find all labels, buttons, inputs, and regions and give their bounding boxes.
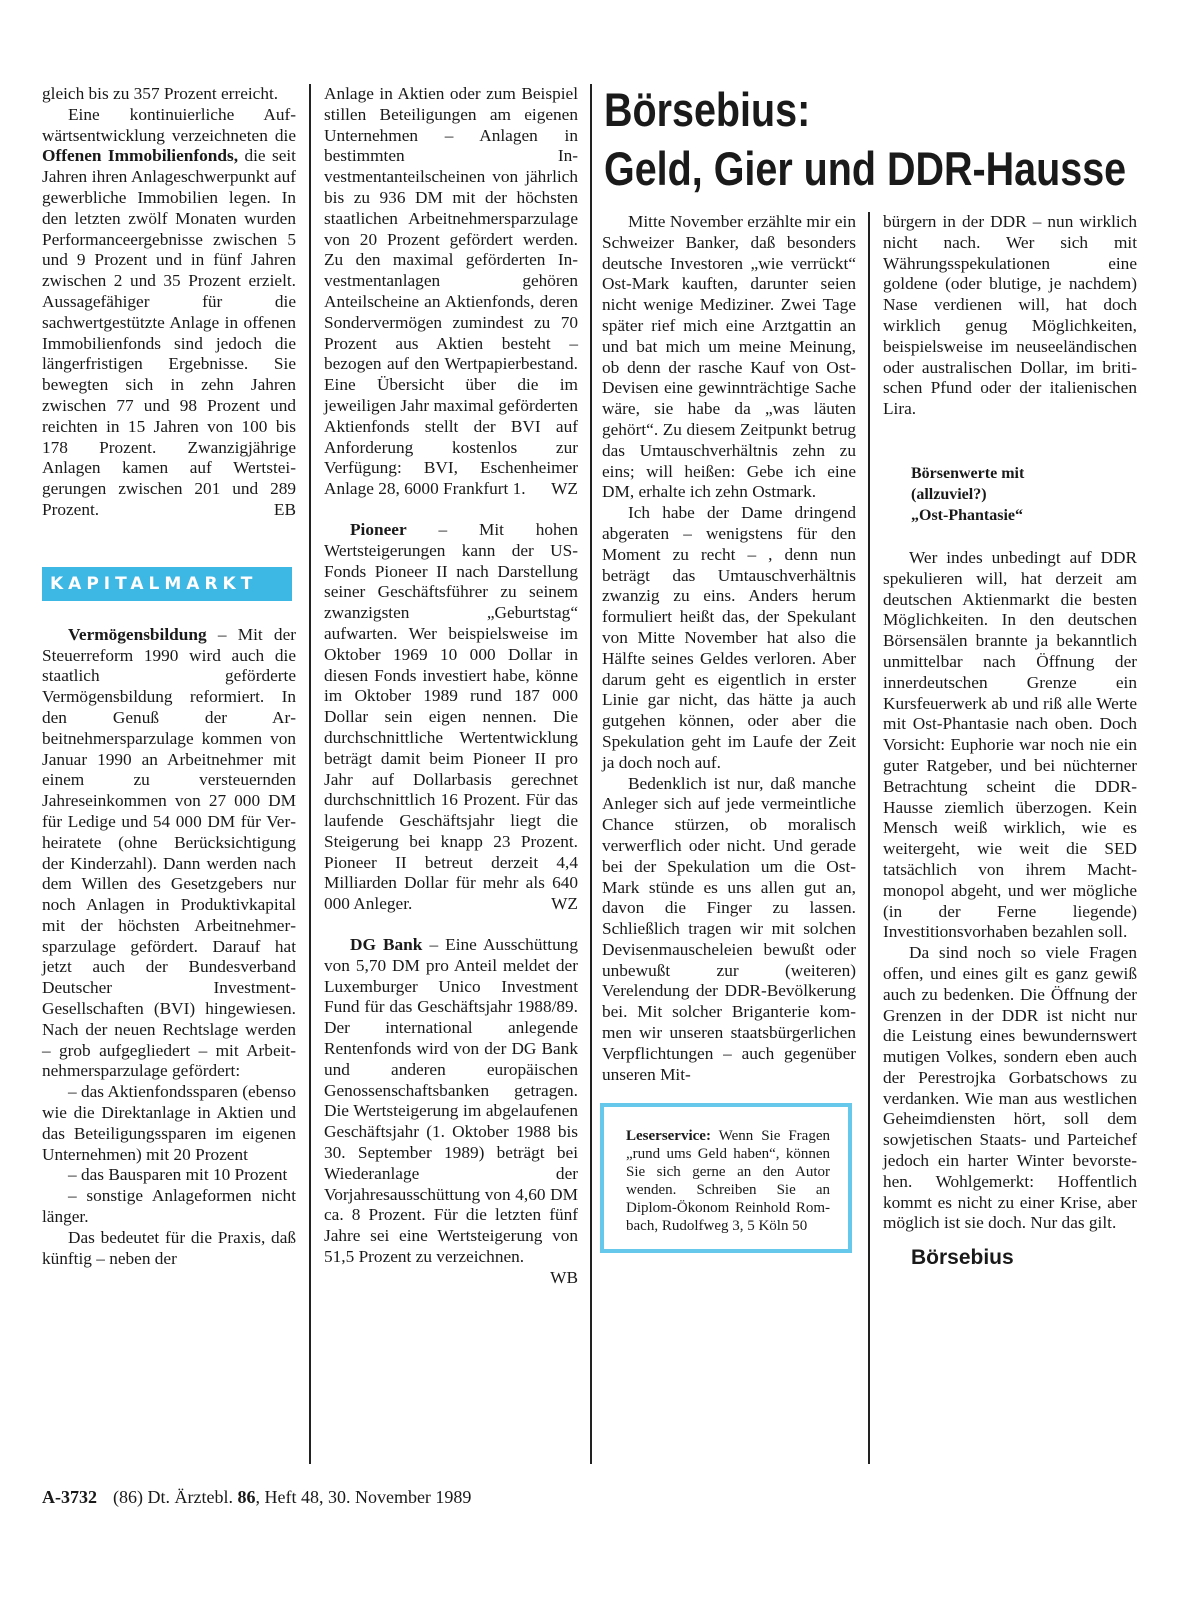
citation-volume: 86 <box>237 1487 256 1507</box>
column-2 <box>324 84 578 1289</box>
column-4 <box>883 212 1137 1269</box>
column-1 <box>42 84 296 1269</box>
column-rule <box>309 84 311 1464</box>
paragraph: gleich bis zu 357 Prozent erreicht. <box>42 84 279 103</box>
paragraph: – das Aktienfondssparen (ebenso wie die Direktanlage in Aktien und das Beteiligungssparen im eigenen Unternehmen) mit 20 Prozent <box>42 1082 296 1164</box>
author-initials: WZ <box>551 479 578 499</box>
leserservice-box <box>600 1103 852 1253</box>
bold-term: Offenen Immobilienfonds, <box>42 146 239 166</box>
subheading: Börsenwerte mit (allzuviel?) „Ost-Phantasie“ <box>911 464 1025 524</box>
section-label-kapitalmarkt: KAPITALMARKT <box>42 567 292 601</box>
leserservice-label: Leserservice: <box>626 1128 711 1145</box>
citation-rest: , Heft 48, 30. November 1989 <box>255 1487 472 1507</box>
page-footer <box>42 1487 471 1508</box>
paragraph: Bedenklich ist nur, daß manche Anleger sich auf jede vermeintliche Chance stürzen, ob moralisch verwerflich oder nicht. Und gerade bei der Spekulation um die Ost-Mark stünde es uns allen gut an, davon die Finger zu lassen. Schließlich tragen wir mit solchen Devisenmauscheleien bewußt oder unbewußt zur (weiteren) Verelendung der DDR-Bevölkerung bei. Mit solcher Briganterie kommen wir unseren staatsbürgerlichen Verpflichtungen – auch gegenüber unseren Mit- <box>602 773 856 1084</box>
paragraph: Vermögensbildung – Mit der Steuerreform 1990 wird auch die staatlich geförderte Vermögensbildung reformiert. In den Genuß der Arbeitnehmersparzulage kommen von Januar 1990 an Arbeitnehmer mit einem zu versteuernden Jahreseinkommen von 27 000 DM für Ledige und 54 000 DM für Verheiratete (ohne Berücksichtigung der Kinderzahl). Dann werden nach dem Willen des Gesetzgebers nur noch Anlagen in Produktivkapital mit der höchsten Arbeitnehmersparzulage gefördert. Darauf hat jetzt auch der Bundesverband Deutscher Investment-Gesellschaften (BVI) hingewiesen. Nach der neuen Rechtslage werden – grob aufgegliedert – mit Arbeitnehmersparzulage gefördert: <box>42 624 296 1081</box>
paragraph: Anlage in Aktien oder zum Beispiel stillen Beteiligungen am eigenen Unternehmen – Anlagen in bestimmten Investmentanteilscheinen von jährlich bis zu 936 DM mit der höchsten staatlichen Arbeitnehmersparzulage von 20 Prozent gefördert werden. Zu den maximal geförderten Investmentanlagen gehören Anteilscheine an Aktienfonds, deren Sondervermögen zumindest zu 70 Prozent aus Aktien besteht – bezogen auf den Wertpapierbestand. Eine Übersicht über die im jeweiligen Jahr maximal geförderten Aktienfonds stellt der BVI auf Anforderung kostenlos zur Verfügung: BVI, Eschenheimer Anlage 28, 6000 Frankfurt 1. WZ <box>324 84 578 499</box>
author-signature: Börsebius <box>911 1246 1014 1270</box>
article-headline <box>604 80 1127 198</box>
author-initials: EB <box>273 499 296 519</box>
paragraph: Mitte November erzählte mir ein Schweizer Banker, daß besonders deutsche Investoren „wie verrückt“ Ost-Mark kauften, darunter seien nicht wenige Mediziner. Zwei Tage später rief mich eine Arztgattin an und bat mich um meine Meinung, ob denn der rasche Kauf von Ost-Devisen eine gewinnträchtige Sache wäre, sie habe da „was läuten gehört“. Zu diesem Zeitpunkt betrug das Umtauschverhältnis zehn zu eins; will heißen: Gebe ich eine DM, erhalte ich zehn Ostmark. <box>602 212 856 502</box>
author-initials: WB <box>550 1267 578 1287</box>
paragraph: Wer indes unbedingt auf DDR spekulieren will, hat derzeit am deutschen Aktienmarkt die besten Möglichkeiten. In den deutschen Börsensälen brannte ja bekanntlich unmittelbar nach Öffnung der innerdeutschen Grenze ein Kursfeuerwerk ab und riß alle Werte mit Ost-Phantasie nach oben. Doch Vorsicht: Euphorie war noch nie ein guter Ratgeber, und bei nüchterner Betrachtung scheint die DDR-Hausse ziemlich überzogen. Kein Mensch weiß wirklich, wie es weitergeht, wie weit die SED tatsächlich von ihrem Machtmonopol abgeht, und wer mögliche (in der Ferne liegende) Investitionsvorhaben bezahlen soll. <box>883 547 1137 942</box>
column-rule <box>868 212 870 1464</box>
paragraph: – sonstige Anlageformen nicht länger. <box>42 1186 296 1227</box>
bold-term: DG Bank <box>350 935 423 955</box>
paragraph: Ich habe der Dame dringend abgeraten – wenigstens für den Moment zu recht – , denn nun beträgt das Umtauschverhältnis zwanzig zu eins. Anders herum formuliert heißt das, der Spekulant von Mitte November hat also die Hälfte seines Geldes verloren. Aber darum geht es eigentlich in erster Linie gar nicht, das hätte ja auch gutgehen können, oder aber die Spekulation geht im Laufe der Zeit ja doch noch auf. <box>602 503 856 772</box>
paragraph: Eine kontinuierliche Aufwärtsentwicklung verzeichneten die Offenen Immobilienfonds, die seit Jahren ihren Anlageschwerpunkt auf gewerbliche Immobilien legen. In den letzten zwölf Monaten wurden Performanceergebnisse zwischen 5 und 9 Prozent und in fünf Jahren zwischen 2 und 35 Prozent erzielt. Aussagefähiger für die sachwertgestützte Anlage in offenen Immobilienfonds sind jedoch die längerfristigen Ergebnisse. Sie bewegten sich in zehn Jahren zwischen 77 und 98 Prozent und reichten in 15 Jahren von 100 bis 178 Prozent. Zwanzigjährige Anlagen kamen auf Wertsteigerungen zwischen 201 und 289 Prozent. EB <box>42 104 296 519</box>
headline-line-2: Geld, Gier und DDR-Hausse <box>604 142 1127 195</box>
citation: (86) Dt. Ärztebl. <box>113 1487 238 1507</box>
paragraph: Da sind noch so viele Fragen offen, und eines gilt es ganz gewiß auch zu bedenken. Die Öffnung der Grenzen in der DDR ist nicht nur die Leistung eines bewundernswert mutigen Volkes, sondern eben auch der Perestrojka Gorbatschows zu verdanken. Wie man aus westlichen Geheimdiensten hört, soll dem sowjetischen Staats- und Parteichef jedoch ein harter Winter bevorstehen. Wohlgemerkt: Hoffentlich kommt es nicht zu einer Krise, aber möglich ist sie doch. Nur das gilt. <box>883 943 1137 1233</box>
author-initials: WZ <box>551 894 578 914</box>
page-number: A-3732 <box>42 1487 97 1507</box>
paragraph: Pioneer – Mit hohen Wertsteigerungen kann der US-Fonds Pioneer II nach Darstellung seiner Geschäftsführer zu seinem zwanzigsten „Geburtstag“ aufwarten. Wer beispielsweise im Oktober 1969 10 000 Dollar in diesen Fonds investiert habe, könne im Oktober 1989 rund 187 000 Dollar sein eigen nennen. Die durchschnittliche Wertentwicklung beträgt damit beim Pioneer II pro Jahr auf Dollarbasis gerechnet durchschnittlich 16 Prozent. Für das laufende Geschäftsjahr liegt die Steigerung bei knapp 23 Prozent. Pioneer II betreut derzeit 4,4 Milliarden Dollar für mehr als 640 000 Anleger. WZ <box>324 519 578 914</box>
paragraph: DG Bank – Eine Ausschüttung von 5,70 DM pro Anteil meldet der Luxemburger Unico Investment Fund für das Geschäftsjahr 1988/89. Der international anlegende Rentenfonds wird von der DG Bank und anderen europäischen Genossenschaftsbanken getragen. Die Wertsteigerung im abgelaufenen Geschäftsjahr (1. Oktober 1988 bis 30. September 1989) beträgt bei Wiederanlage der Vorjahresausschüttung von 4,60 DM ca. 8 Prozent. Für die letzten fünf Jahre sei eine Wertsteigerung von 51,5 Prozent zu verzeichnen. WB <box>324 935 578 1287</box>
paragraph: bürgern in der DDR – nun wirklich nicht nach. Wer sich mit Währungsspekulationen eine goldene (oder blutige, je nachdem) Nase verdienen will, hat doch wirklich genug Möglichkeiten, beispielsweise im neuseeländischen oder australischen Dollar, im britischen Pfund oder der italienischen Lira. <box>883 212 1137 419</box>
column-rule <box>590 84 592 1464</box>
column-3 <box>602 212 856 1253</box>
bold-term: Pioneer <box>350 519 407 539</box>
headline-line-1: Börsebius: <box>604 83 811 136</box>
bold-term: Vermögensbildung <box>68 624 207 644</box>
paragraph: Das bedeutet für die Praxis, daß künftig – neben der <box>42 1227 296 1268</box>
paragraph: – das Bausparen mit 10 Prozent <box>68 1165 288 1185</box>
leserservice-text: Wenn Sie Fragen „rund ums Geld haben“, können Sie sich gerne an den Autor wenden. Schreiben Sie an Diplom-Ökonom Reinhold Rombach, Rudolfweg 3, 5 Köln 50 <box>626 1128 830 1235</box>
